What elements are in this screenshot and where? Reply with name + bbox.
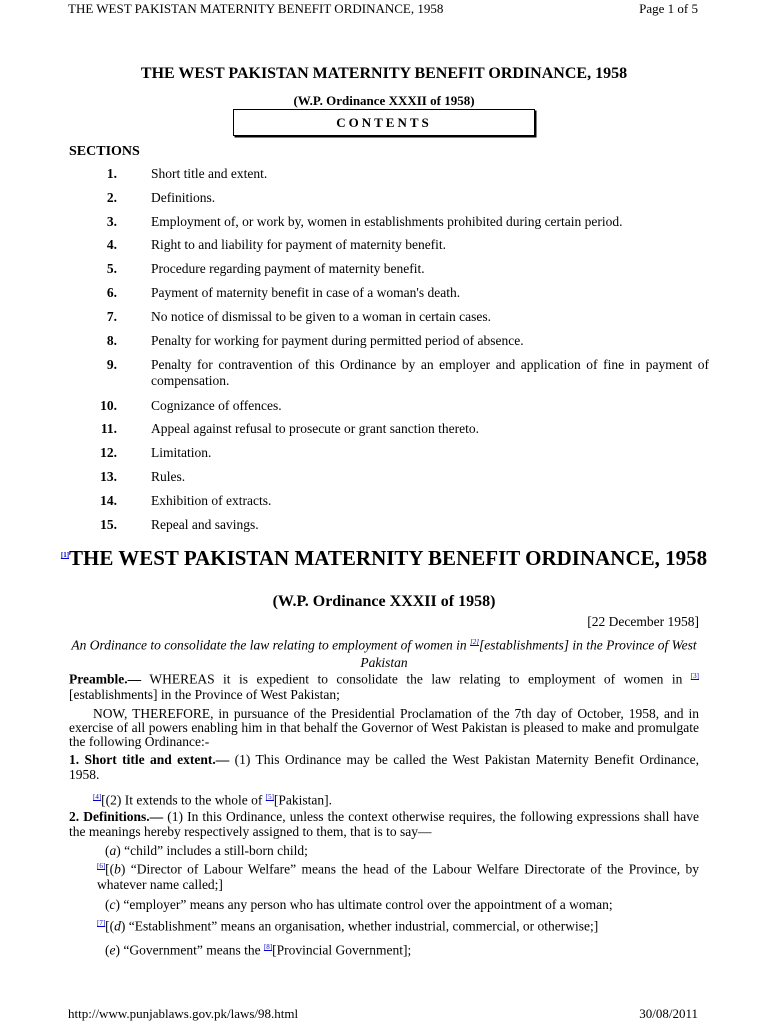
toc-item-text: No notice of dismissal to be given to a woman in certain cases. (151, 309, 492, 324)
definition-text: [Provincial Government]; (272, 942, 412, 958)
long-title-text: [establishments] in the Province of West Pakistan (360, 637, 697, 670)
long-title (69, 634, 699, 671)
toc-item-text: Exhibition of extracts. (151, 493, 272, 508)
ordinance-title (0, 542, 768, 571)
toc-item-number: 4. (106, 237, 117, 252)
header-title: THE WEST PAKISTAN MATERNITY BENEFIT ORDINANCE, 1958 (68, 1, 444, 16)
page-footer (68, 1006, 698, 1022)
toc-item-text: Procedure regarding payment of maternity benefit. (151, 261, 425, 276)
toc-item-text: Penalty for contravention of this Ordinance by an employer and application of fine in payment of compensation. (151, 357, 709, 388)
toc-item-number: 13. (100, 469, 117, 484)
preamble-text: WHEREAS it is expedient to consolidate the law relating to employment of women in (141, 671, 691, 687)
toc-item-text: Short title and extent. (151, 166, 268, 181)
definition-text: “child” includes a still-born child; (120, 843, 308, 858)
toc-item[interactable] (69, 190, 709, 206)
definition-label: a (109, 843, 117, 858)
toc-item[interactable] (69, 398, 709, 414)
section-heading: 1. Short title and extent.— (69, 752, 230, 767)
section-text: (1) In this Ordinance, unless the context otherwise requires, the following expressions shall have the meanings hereby respectively assigned to them, that is to say— (69, 809, 699, 839)
section-heading: 2. Definitions.— (69, 809, 164, 824)
toc-title: THE WEST PAKISTAN MATERNITY BENEFIT ORDINANCE, 1958 (140, 65, 628, 82)
toc-item[interactable] (69, 421, 709, 437)
definition-c: (c) “employer” means any person who has ultimate control over the appointment of a woman; (105, 897, 613, 912)
toc-item-text: Repeal and savings. (151, 517, 259, 532)
footnote-link[interactable]: [4] (93, 793, 102, 801)
toc-item[interactable] (69, 469, 709, 485)
definition-label: b (114, 861, 121, 877)
toc-item-text: Appeal against refusal to prosecute or grant sanction thereto. (151, 421, 480, 436)
section-text: (1) This Ordinance may be called the West Pakistan Maternity Benefit Ordinance, 1958. (69, 752, 699, 782)
toc-item-number: 7. (106, 309, 117, 324)
toc-item-number: 9. (106, 357, 117, 372)
toc-item-number: 3. (106, 214, 117, 229)
toc-item-text: Penalty for working for payment during permitted period of absence. (151, 333, 524, 348)
toc-item-text: Right to and liability for payment of maternity benefit. (151, 237, 447, 252)
section-text: [Pakistan]. (273, 792, 333, 808)
toc-subtitle: (W.P. Ordinance XXXII of 1958) (293, 93, 475, 108)
ordinance-subtitle: (W.P. Ordinance XXXII of 1958) (272, 593, 496, 610)
toc-item[interactable] (69, 261, 709, 277)
definition-d: [7][(d) “Establishment” means an organisation, whether industrial, commercial, or otherwise;] (97, 918, 599, 934)
toc-item[interactable] (69, 517, 709, 533)
preamble-text: [establishments] in the Province of West Pakistan; (69, 686, 340, 702)
enacting-clause: NOW, THEREFORE, in pursuance of the Presidential Proclamation of the 7th day of October, 1958, and in exercise of all powers enabling him in that behalf the Governor of West Pakistan is pleased to make and promulgate the following Ordinance:- (69, 706, 699, 749)
toc-item-text: Limitation. (151, 445, 212, 460)
ordinance-title-text: THE WEST PAKISTAN MATERNITY BENEFIT ORDINANCE, 1958 (69, 546, 708, 570)
section-1 (69, 752, 699, 782)
footer-date: 30/08/2011 (639, 1006, 698, 1021)
definition-text: “Director of Labour Welfare” means the head of the Labour Welfare Directorate of the Province, by whatever name called;] (97, 861, 699, 892)
definition-label: c (109, 897, 116, 912)
contents-box: CONTENTS (233, 109, 535, 136)
toc-item[interactable] (69, 445, 709, 461)
footer-url[interactable]: http://www.punjablaws.gov.pk/laws/98.html (68, 1006, 299, 1021)
toc-item-text: Employment of, or work by, women in establishments prohibited during certain period. (151, 214, 623, 229)
toc-item-number: 2. (106, 190, 117, 205)
toc-list (69, 166, 709, 533)
ordinance-date: [22 December 1958] (587, 614, 699, 629)
toc-item[interactable] (69, 285, 709, 301)
definition-a: (a) “child” includes a still-born child; (105, 843, 308, 858)
toc-item[interactable] (69, 357, 709, 389)
section-2 (69, 809, 699, 839)
sections-label: SECTIONS (69, 144, 140, 159)
footnote-link[interactable]: [5] (265, 793, 274, 801)
long-title-text: An Ordinance to consolidate the law relating to employment of women in (71, 637, 471, 653)
definition-b: [6][(b) “Director of Labour Welfare” means the head of the Labour Welfare Directorate of the Province, by whatever name called;] (97, 861, 699, 892)
toc-item-text: Definitions. (151, 190, 216, 205)
footnote-link[interactable]: [2] (470, 638, 480, 646)
definition-label: e (109, 942, 116, 958)
toc-item[interactable] (69, 309, 709, 325)
toc-item-number: 12. (100, 445, 117, 460)
footnote-link[interactable]: [6] (97, 862, 106, 870)
footnote-link[interactable]: [3] (690, 672, 699, 680)
toc-item-number: 11. (100, 421, 117, 436)
preamble (69, 669, 699, 702)
footnote-link[interactable]: [7] (97, 919, 106, 927)
toc-item-number: 14. (100, 493, 117, 508)
footnote-link[interactable]: [1] (60, 551, 70, 559)
page-number: Page 1 of 5 (639, 1, 698, 16)
toc-item[interactable] (69, 493, 709, 509)
definition-text: “Government” means the (120, 942, 264, 958)
toc-item[interactable] (69, 333, 709, 349)
definition-e: (e) “Government” means the [8][Provincial Government]; (105, 942, 412, 958)
toc-item-text: Cognizance of offences. (151, 398, 282, 413)
definition-text: “Establishment” means an organisation, whether industrial, commercial, or otherwise;] (125, 918, 599, 934)
page-header (68, 1, 698, 17)
definition-label: d (114, 918, 121, 934)
preamble-heading: Preamble.— (69, 671, 142, 687)
toc-item-number: 1. (106, 166, 117, 181)
toc-item-number: 6. (106, 285, 117, 300)
definition-text: “employer” means any person who has ultimate control over the appointment of a woman; (120, 897, 613, 912)
footnote-link[interactable]: [8] (263, 943, 273, 951)
section-1-2 (69, 790, 699, 808)
section-text: [(2) It extends to the whole of (101, 792, 266, 808)
toc-item[interactable] (69, 214, 709, 230)
toc-item-number: 15. (100, 517, 117, 532)
toc-item-number: 5. (106, 261, 117, 276)
toc-item-number: 8. (106, 333, 117, 348)
toc-item-number: 10. (100, 398, 117, 413)
toc-item[interactable] (69, 166, 709, 182)
toc-item[interactable] (69, 237, 709, 253)
toc-item-text: Payment of maternity benefit in case of a woman's death. (151, 285, 461, 300)
toc-item-text: Rules. (151, 469, 186, 484)
